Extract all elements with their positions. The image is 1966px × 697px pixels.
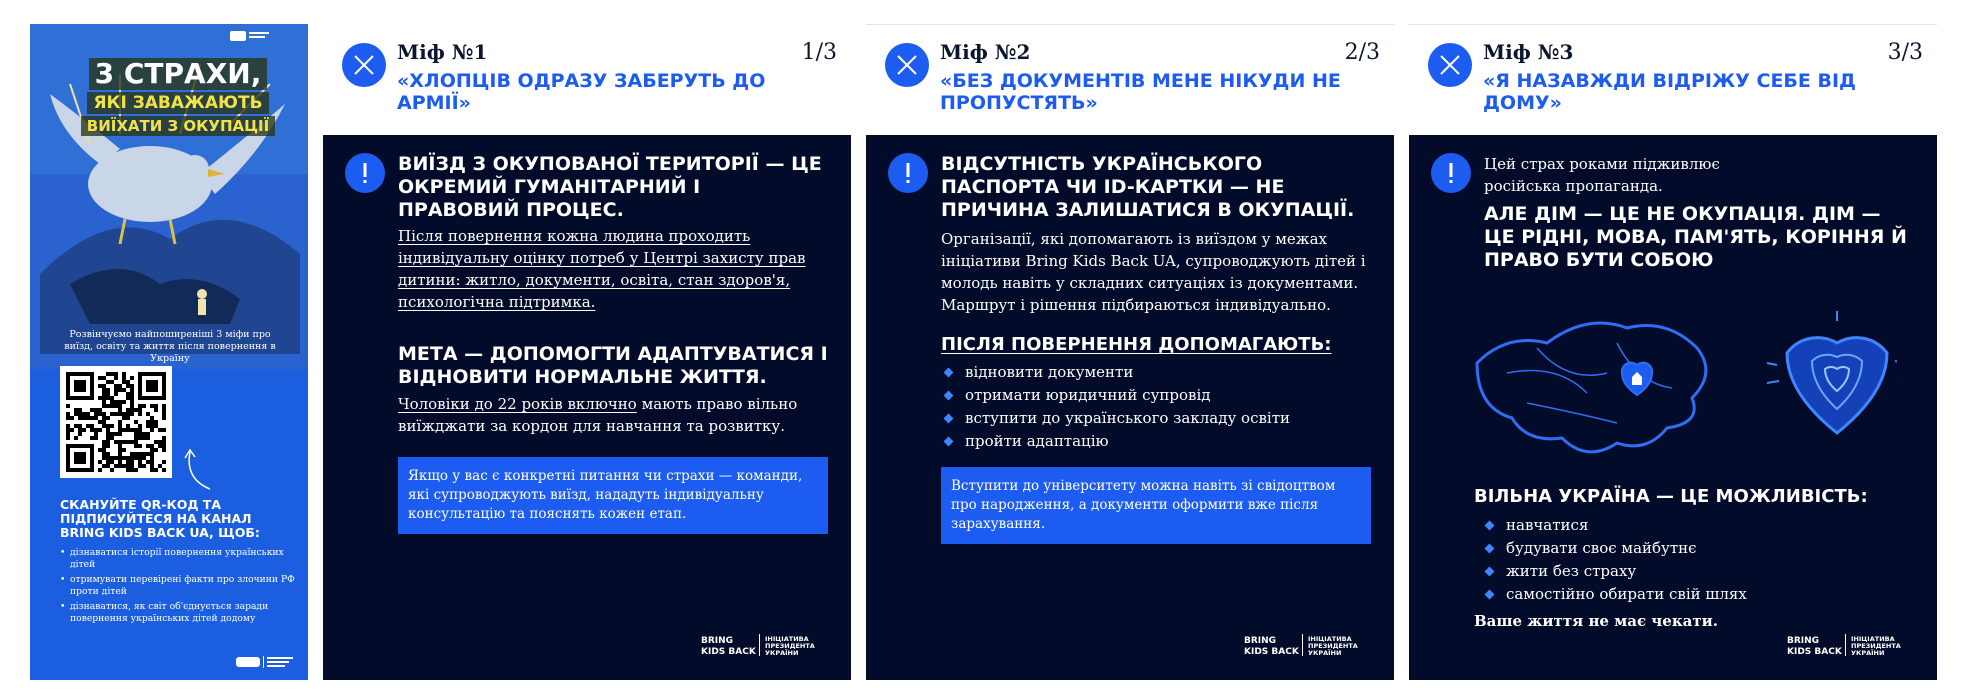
cross-icon bbox=[342, 43, 386, 87]
cross-icon bbox=[885, 43, 929, 87]
list-item: будувати своє майбутнє bbox=[1482, 537, 1914, 560]
list-item: відновити документи bbox=[941, 361, 1371, 384]
rights-paragraph bbox=[398, 393, 828, 437]
svg-text:ІНІЦІАТИВА: ІНІЦІАТИВА bbox=[1308, 635, 1352, 643]
exclamation-icon bbox=[345, 153, 385, 193]
freedom-list bbox=[1482, 514, 1914, 606]
ukraine-map-heart-illustration bbox=[1467, 303, 1897, 473]
cross-icon bbox=[1428, 43, 1472, 87]
list-item: • отримувати перевірені факти про злочини РФ проти дітей bbox=[60, 574, 300, 598]
svg-text:KIDS BACK: KIDS BACK bbox=[701, 647, 756, 657]
svg-text:ІНІЦІАТИВА: ІНІЦІАТИВА bbox=[1851, 635, 1895, 643]
fact-heading: ВІДСУТНІСТЬ УКРАЇНСЬКОГО ПАСПОРТА ЧИ ID-КАРТКИ — НЕ ПРИЧИНА ЗАЛИШАТИСЯ В ОКУПАЦІЇ. bbox=[941, 153, 1355, 221]
fact-paragraph: Цей страх роками підживлює російська пропаганда. bbox=[1484, 155, 1720, 195]
slide-header bbox=[866, 24, 1394, 135]
svg-text:BRING: BRING bbox=[701, 636, 734, 646]
poster-title-line2: ЯКІ ЗАВАЖАЮТЬ bbox=[87, 92, 268, 114]
info-note: Вступити до університету можна навіть зі свідоцтвом про народження, а документи оформити вже після зарахування. bbox=[941, 467, 1371, 544]
fact-panel bbox=[866, 135, 1394, 680]
page-indicator: 2/3 bbox=[1344, 40, 1380, 65]
myth-quote: «БЕЗ ДОКУМЕНТІВ МЕНЕ НІКУДИ НЕ ПРОПУСТЯТЬ» bbox=[940, 70, 1341, 114]
fact-paragraph: Організації, які допомагають із виїздом у межах ініціативи Bring Kids Back UA, супроводжують дітей і молодь навіть у складних ситуаціях із документами. Маршрут і рішення підбираються індивідуально. bbox=[941, 230, 1366, 314]
help-heading: ПІСЛЯ ПОВЕРНЕННЯ ДОПОМАГАЮТЬ: bbox=[941, 334, 1332, 355]
poster-title-line3: ВИЇХАТИ З ОКУПАЦІЇ bbox=[81, 116, 275, 136]
info-note: Якщо у вас є конкретні питання чи страхи — команди, які супроводжують виїзд, нададуть індивідуальну консультацію та пояснять кожен етап. bbox=[398, 457, 828, 534]
list-item: самостійно обирати свій шлях bbox=[1482, 583, 1914, 606]
poster bbox=[30, 24, 308, 680]
fact-body bbox=[941, 153, 1371, 544]
myth-slide-3 bbox=[1409, 24, 1937, 680]
exclamation-icon bbox=[888, 153, 928, 193]
poster-subtitle: Розвінчуємо найпоширеніші 3 міфи про виїзд, освіту та життя після повернення в Україну bbox=[64, 329, 276, 364]
list-item: • дізнаватися історії повернення українських дітей bbox=[60, 547, 300, 571]
svg-text:УКРАЇНИ: УКРАЇНИ bbox=[1851, 649, 1885, 657]
slide-header bbox=[1409, 24, 1937, 135]
myth-label: Міф №1 bbox=[397, 40, 488, 64]
page-indicator: 1/3 bbox=[801, 40, 837, 65]
list-item: отримати юридичний супровід bbox=[941, 384, 1371, 407]
goal-heading: МЕТА — ДОПОМОГТИ АДАПТУВАТИСЯ І ВІДНОВИТИ НОРМАЛЬНЕ ЖИТТЯ. bbox=[398, 343, 828, 388]
fact-heading: ВИЇЗД З ОКУПОВАНОЇ ТЕРИТОРІЇ — ЦЕ ОКРЕМИЙ ГУМАНІТАРНИЙ І ПРАВОВИЙ ПРОЦЕС. bbox=[398, 153, 822, 221]
bring-kids-back-logo bbox=[1785, 632, 1915, 658]
svg-text:ІНІЦІАТИВА: ІНІЦІАТИВА bbox=[765, 635, 809, 643]
poster-cta: СКАНУЙТЕ QR-КОД ТА ПІДПИСУЙТЕСЯ НА КАНАЛ BRING KIDS BACK UA, ЩОБ: bbox=[60, 497, 260, 540]
fact-paragraph: Після повернення кожна людина проходить індивідуальну оцінку потреб у Центрі захисту прав дитини: житло, документи, освіта, стан здоров'я, психологічна підтримка. bbox=[398, 227, 806, 311]
qr-code[interactable] bbox=[60, 366, 172, 478]
svg-text:BRING: BRING bbox=[1787, 636, 1820, 646]
fact-panel bbox=[323, 135, 851, 680]
myth-slide-1 bbox=[323, 24, 851, 680]
myth-quote: «ХЛОПЦІВ ОДРАЗУ ЗАБЕРУТЬ ДО АРМІЇ» bbox=[397, 70, 766, 114]
list-item: • дізнаватися, як світ об'єднується заради повернення українських дітей додому bbox=[60, 601, 300, 625]
list-item: пройти адаптацію bbox=[941, 430, 1371, 453]
svg-text:KIDS BACK: KIDS BACK bbox=[1787, 647, 1842, 657]
fact-body bbox=[398, 153, 828, 534]
poster-title-line1: 3 СТРАХИ, bbox=[89, 58, 268, 90]
fact-panel bbox=[1409, 135, 1937, 680]
myth-slide-2 bbox=[866, 24, 1394, 680]
exclamation-icon bbox=[1431, 153, 1471, 193]
slide-header bbox=[323, 24, 851, 135]
poster-logo-top bbox=[230, 30, 270, 42]
poster-list bbox=[60, 547, 300, 628]
freedom-heading: ВІЛЬНА УКРАЇНА — ЦЕ МОЖЛИВІСТЬ: bbox=[1474, 486, 1868, 507]
list-item: вступити до українського закладу освіти bbox=[941, 407, 1371, 430]
svg-text:УКРАЇНИ: УКРАЇНИ bbox=[1308, 649, 1342, 657]
poster-title bbox=[58, 58, 298, 138]
fact-body bbox=[1484, 153, 1914, 272]
bring-kids-back-logo bbox=[1242, 632, 1372, 658]
bring-kids-back-logo bbox=[699, 632, 829, 658]
bring-kids-back-logo bbox=[236, 654, 296, 670]
svg-text:ПРЕЗИДЕНТА: ПРЕЗИДЕНТА bbox=[765, 642, 815, 650]
help-list bbox=[941, 361, 1371, 453]
svg-text:BRING: BRING bbox=[1244, 636, 1277, 646]
list-item: жити без страху bbox=[1482, 560, 1914, 583]
freedom-body bbox=[1474, 485, 1914, 632]
rights-highlight: Чоловіки до 22 років включно bbox=[398, 395, 637, 413]
svg-text:KIDS BACK: KIDS BACK bbox=[1244, 647, 1299, 657]
svg-text:УКРАЇНИ: УКРАЇНИ bbox=[765, 649, 799, 657]
page-indicator: 3/3 bbox=[1887, 40, 1923, 65]
home-heading: АЛЕ ДІМ — ЦЕ НЕ ОКУПАЦІЯ. ДІМ — ЦЕ РІДНІ, МОВА, ПАМ'ЯТЬ, КОРІННЯ Й ПРАВО БУТИ СОБОЮ bbox=[1484, 203, 1907, 271]
closing-line: Ваше життя не має чекати. bbox=[1474, 612, 1719, 630]
arrow-icon bbox=[180, 444, 220, 494]
myth-quote: «Я НАЗАВЖДИ ВІДРІЖУ СЕБЕ ВІД ДОМУ» bbox=[1483, 70, 1856, 114]
myth-label: Міф №3 bbox=[1483, 40, 1574, 64]
svg-text:ПРЕЗИДЕНТА: ПРЕЗИДЕНТА bbox=[1308, 642, 1358, 650]
svg-text:ПРЕЗИДЕНТА: ПРЕЗИДЕНТА bbox=[1851, 642, 1901, 650]
rights-text: мають право вільно виїжджати за кордон для навчання та розвитку. bbox=[398, 395, 798, 435]
list-item: навчатися bbox=[1482, 514, 1914, 537]
myth-label: Міф №2 bbox=[940, 40, 1031, 64]
